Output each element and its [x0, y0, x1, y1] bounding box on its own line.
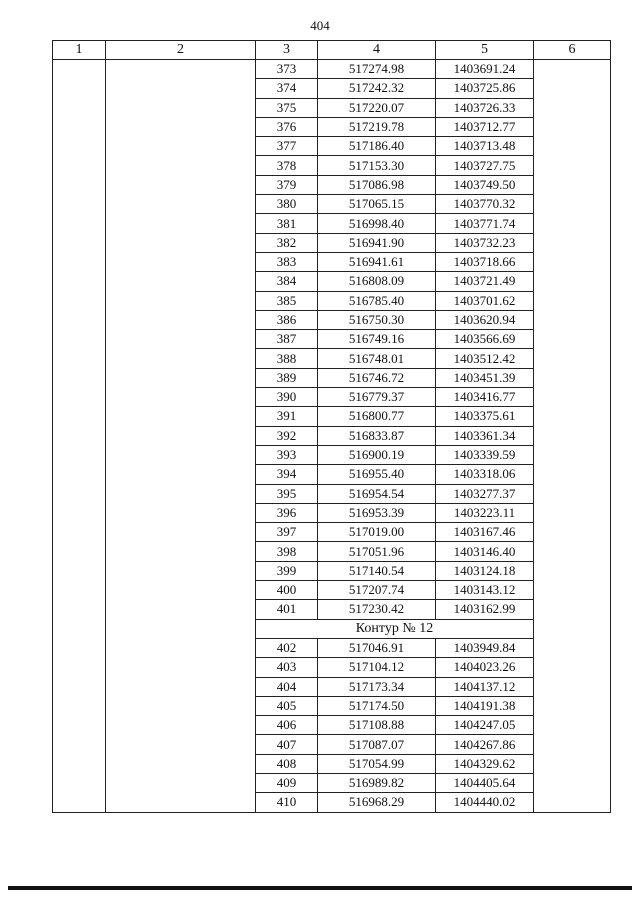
- coordinate-y: 1403167.46: [436, 523, 534, 542]
- coordinate-y: 1403712.77: [436, 117, 534, 136]
- point-number: 399: [256, 561, 318, 580]
- header-col-3: 3: [256, 41, 318, 60]
- coordinate-x: 517065.15: [318, 195, 436, 214]
- point-number: 375: [256, 98, 318, 117]
- page-number: 404: [310, 18, 330, 33]
- coordinate-y: 1403701.62: [436, 291, 534, 310]
- point-number: 383: [256, 252, 318, 271]
- coordinate-y: 1403339.59: [436, 445, 534, 464]
- coordinate-x: 517219.78: [318, 117, 436, 136]
- point-number: 395: [256, 484, 318, 503]
- point-number: 402: [256, 638, 318, 657]
- coordinate-y: 1403512.42: [436, 349, 534, 368]
- coordinate-y: 1403620.94: [436, 310, 534, 329]
- bottom-rule: [8, 886, 632, 890]
- point-number: 408: [256, 754, 318, 773]
- point-number: 392: [256, 426, 318, 445]
- point-number: 387: [256, 330, 318, 349]
- header-col-5: 5: [436, 41, 534, 60]
- coordinate-x: 517186.40: [318, 137, 436, 156]
- point-number: 389: [256, 368, 318, 387]
- point-number: 401: [256, 600, 318, 619]
- coordinate-y: 1403721.49: [436, 272, 534, 291]
- point-number: 398: [256, 542, 318, 561]
- coordinate-y: 1403361.34: [436, 426, 534, 445]
- header-col-1: 1: [53, 41, 106, 60]
- coordinate-x: 516941.90: [318, 233, 436, 252]
- coordinate-x: 516785.40: [318, 291, 436, 310]
- point-number: 406: [256, 716, 318, 735]
- coordinate-y: 1403277.37: [436, 484, 534, 503]
- point-number: 376: [256, 117, 318, 136]
- point-number: 377: [256, 137, 318, 156]
- point-number: 381: [256, 214, 318, 233]
- coordinate-x: 516808.09: [318, 272, 436, 291]
- coordinate-x: 516989.82: [318, 773, 436, 792]
- coordinate-x: 516779.37: [318, 388, 436, 407]
- point-number: 409: [256, 773, 318, 792]
- point-number: 394: [256, 465, 318, 484]
- point-number: 378: [256, 156, 318, 175]
- point-number: 393: [256, 445, 318, 464]
- coordinate-y: 1403732.23: [436, 233, 534, 252]
- coordinate-x: 517173.34: [318, 677, 436, 696]
- coordinate-y: 1404137.12: [436, 677, 534, 696]
- point-number: 410: [256, 793, 318, 812]
- point-number: 380: [256, 195, 318, 214]
- coordinate-y: 1403713.48: [436, 137, 534, 156]
- coordinate-x: 517220.07: [318, 98, 436, 117]
- coordinate-y: 1404405.64: [436, 773, 534, 792]
- coordinate-x: 517108.88: [318, 716, 436, 735]
- contour-label: Контур № 12: [256, 619, 534, 638]
- coordinate-y: 1403726.33: [436, 98, 534, 117]
- coordinate-x: 517174.50: [318, 696, 436, 715]
- coordinate-y: 1403749.50: [436, 175, 534, 194]
- coordinate-y: 1403771.74: [436, 214, 534, 233]
- col-1-cell: [53, 60, 106, 813]
- point-number: 400: [256, 581, 318, 600]
- coordinate-y: 1403949.84: [436, 638, 534, 657]
- coordinate-x: 517230.42: [318, 600, 436, 619]
- coordinate-x: 517207.74: [318, 581, 436, 600]
- coordinate-x: 516954.54: [318, 484, 436, 503]
- coordinate-y: 1404023.26: [436, 658, 534, 677]
- col-2-cell: [106, 60, 256, 813]
- point-number: 405: [256, 696, 318, 715]
- table-body: [53, 60, 611, 813]
- coordinate-y: 1403146.40: [436, 542, 534, 561]
- coordinate-x: 517046.91: [318, 638, 436, 657]
- coordinate-x: 517242.32: [318, 79, 436, 98]
- coordinate-x: 517104.12: [318, 658, 436, 677]
- header-col-2: 2: [106, 41, 256, 60]
- coordinate-x: 516748.01: [318, 349, 436, 368]
- coordinate-y: 1403451.39: [436, 368, 534, 387]
- coordinate-y: 1404267.86: [436, 735, 534, 754]
- coordinate-x: 516953.39: [318, 503, 436, 522]
- coordinate-x: 516833.87: [318, 426, 436, 445]
- header-row: [53, 41, 611, 60]
- col-6-cell: [534, 60, 611, 813]
- coordinate-y: 1403566.69: [436, 330, 534, 349]
- coordinates-table: [52, 40, 611, 813]
- point-number: 386: [256, 310, 318, 329]
- coordinate-y: 1403124.18: [436, 561, 534, 580]
- coordinate-y: 1403770.32: [436, 195, 534, 214]
- header-col-6: 6: [534, 41, 611, 60]
- coordinate-y: 1403416.77: [436, 388, 534, 407]
- coordinate-x: 517086.98: [318, 175, 436, 194]
- coordinate-x: 517051.96: [318, 542, 436, 561]
- coordinate-x: 516900.19: [318, 445, 436, 464]
- coordinate-y: 1403375.61: [436, 407, 534, 426]
- coordinate-x: 517019.00: [318, 523, 436, 542]
- point-number: 397: [256, 523, 318, 542]
- coordinate-y: 1403718.66: [436, 252, 534, 271]
- coordinate-y: 1403727.75: [436, 156, 534, 175]
- point-number: 403: [256, 658, 318, 677]
- coordinate-x: 516800.77: [318, 407, 436, 426]
- point-number: 390: [256, 388, 318, 407]
- coordinate-x: 516746.72: [318, 368, 436, 387]
- table-row: [53, 60, 611, 79]
- point-number: 391: [256, 407, 318, 426]
- coordinate-y: 1403318.06: [436, 465, 534, 484]
- coordinate-y: 1403223.11: [436, 503, 534, 522]
- coordinate-x: 517054.99: [318, 754, 436, 773]
- coordinate-y: 1404329.62: [436, 754, 534, 773]
- coordinate-x: 516955.40: [318, 465, 436, 484]
- coordinate-x: 516750.30: [318, 310, 436, 329]
- coordinate-y: 1403162.99: [436, 600, 534, 619]
- point-number: 373: [256, 60, 318, 79]
- coordinate-y: 1403143.12: [436, 581, 534, 600]
- point-number: 388: [256, 349, 318, 368]
- point-number: 396: [256, 503, 318, 522]
- coordinate-x: 516749.16: [318, 330, 436, 349]
- point-number: 407: [256, 735, 318, 754]
- coordinate-x: 516968.29: [318, 793, 436, 812]
- coordinate-x: 517274.98: [318, 60, 436, 79]
- point-number: 384: [256, 272, 318, 291]
- coordinate-x: 517087.07: [318, 735, 436, 754]
- point-number: 379: [256, 175, 318, 194]
- coordinate-y: 1403691.24: [436, 60, 534, 79]
- coordinate-y: 1404191.38: [436, 696, 534, 715]
- point-number: 374: [256, 79, 318, 98]
- coordinate-y: 1403725.86: [436, 79, 534, 98]
- point-number: 382: [256, 233, 318, 252]
- point-number: 385: [256, 291, 318, 310]
- header-col-4: 4: [318, 41, 436, 60]
- coordinate-y: 1404247.05: [436, 716, 534, 735]
- coordinate-x: 517153.30: [318, 156, 436, 175]
- coordinate-x: 517140.54: [318, 561, 436, 580]
- point-number: 404: [256, 677, 318, 696]
- coordinate-x: 516941.61: [318, 252, 436, 271]
- coordinate-x: 516998.40: [318, 214, 436, 233]
- coordinate-y: 1404440.02: [436, 793, 534, 812]
